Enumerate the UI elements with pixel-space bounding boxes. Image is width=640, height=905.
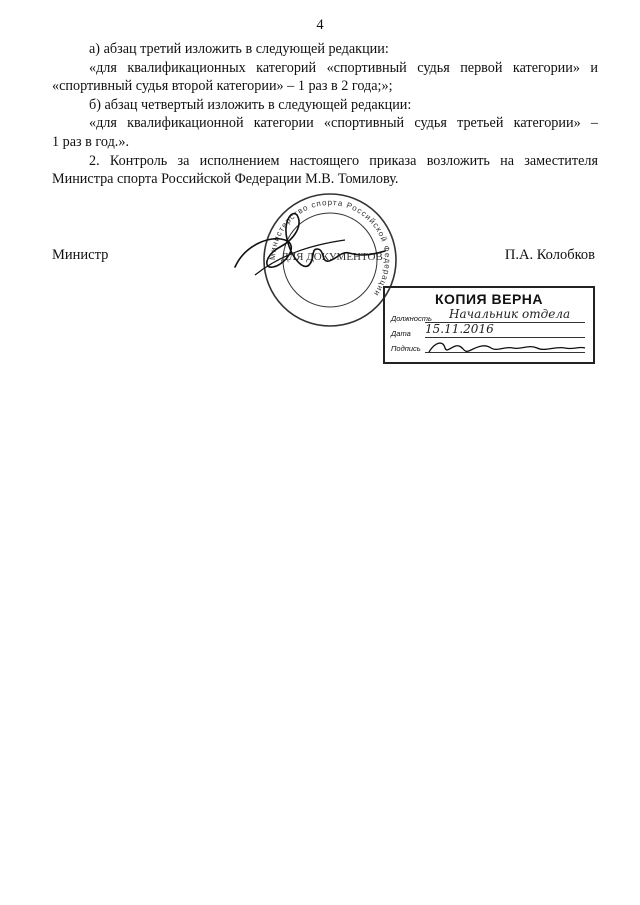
text-line: «спортивный судья второй категории» – 1 раз в 2 года;»; xyxy=(52,78,393,95)
text-line: «для квалификационных категорий «спортивный судья первой категории» и xyxy=(89,59,598,76)
copy-certification-stamp xyxy=(383,286,595,364)
stamp-title: КОПИЯ ВЕРНА xyxy=(434,291,544,307)
text-line: 2. Контроль за исполнением настоящего приказа возложить на заместителя xyxy=(89,152,598,169)
position-value: Начальник отдела xyxy=(449,307,571,321)
seal-ring-text: Министерство спорта Российской Федерации xyxy=(267,197,393,299)
text-line: 1 раз в год.». xyxy=(52,133,129,150)
signature-label: Подпись xyxy=(391,344,421,353)
text-line: б) абзац четвертый изложить в следующей редакции: xyxy=(89,96,412,113)
text-line: «для квалификационной категории «спортивный судья третьей категории» – xyxy=(89,115,598,132)
text-line: а) абзац третий изложить в следующей редакции: xyxy=(89,41,389,57)
handwritten-signature xyxy=(225,205,395,295)
seal-center-text: ДЛЯ ДОКУМЕНТОВ xyxy=(281,251,383,263)
text-line: Министра спорта Российской Федерации М.В. Томилову. xyxy=(52,171,399,188)
date-label: Дата xyxy=(391,329,411,338)
signer-name: П.А. Колобков xyxy=(504,247,595,263)
page-number: 4 xyxy=(316,17,324,33)
signer-position: Министр xyxy=(52,247,109,263)
date-value: 15.11.2016 xyxy=(425,322,494,336)
position-label: Должность xyxy=(391,314,432,323)
document-body xyxy=(52,40,598,189)
stamp-signature xyxy=(425,336,590,358)
